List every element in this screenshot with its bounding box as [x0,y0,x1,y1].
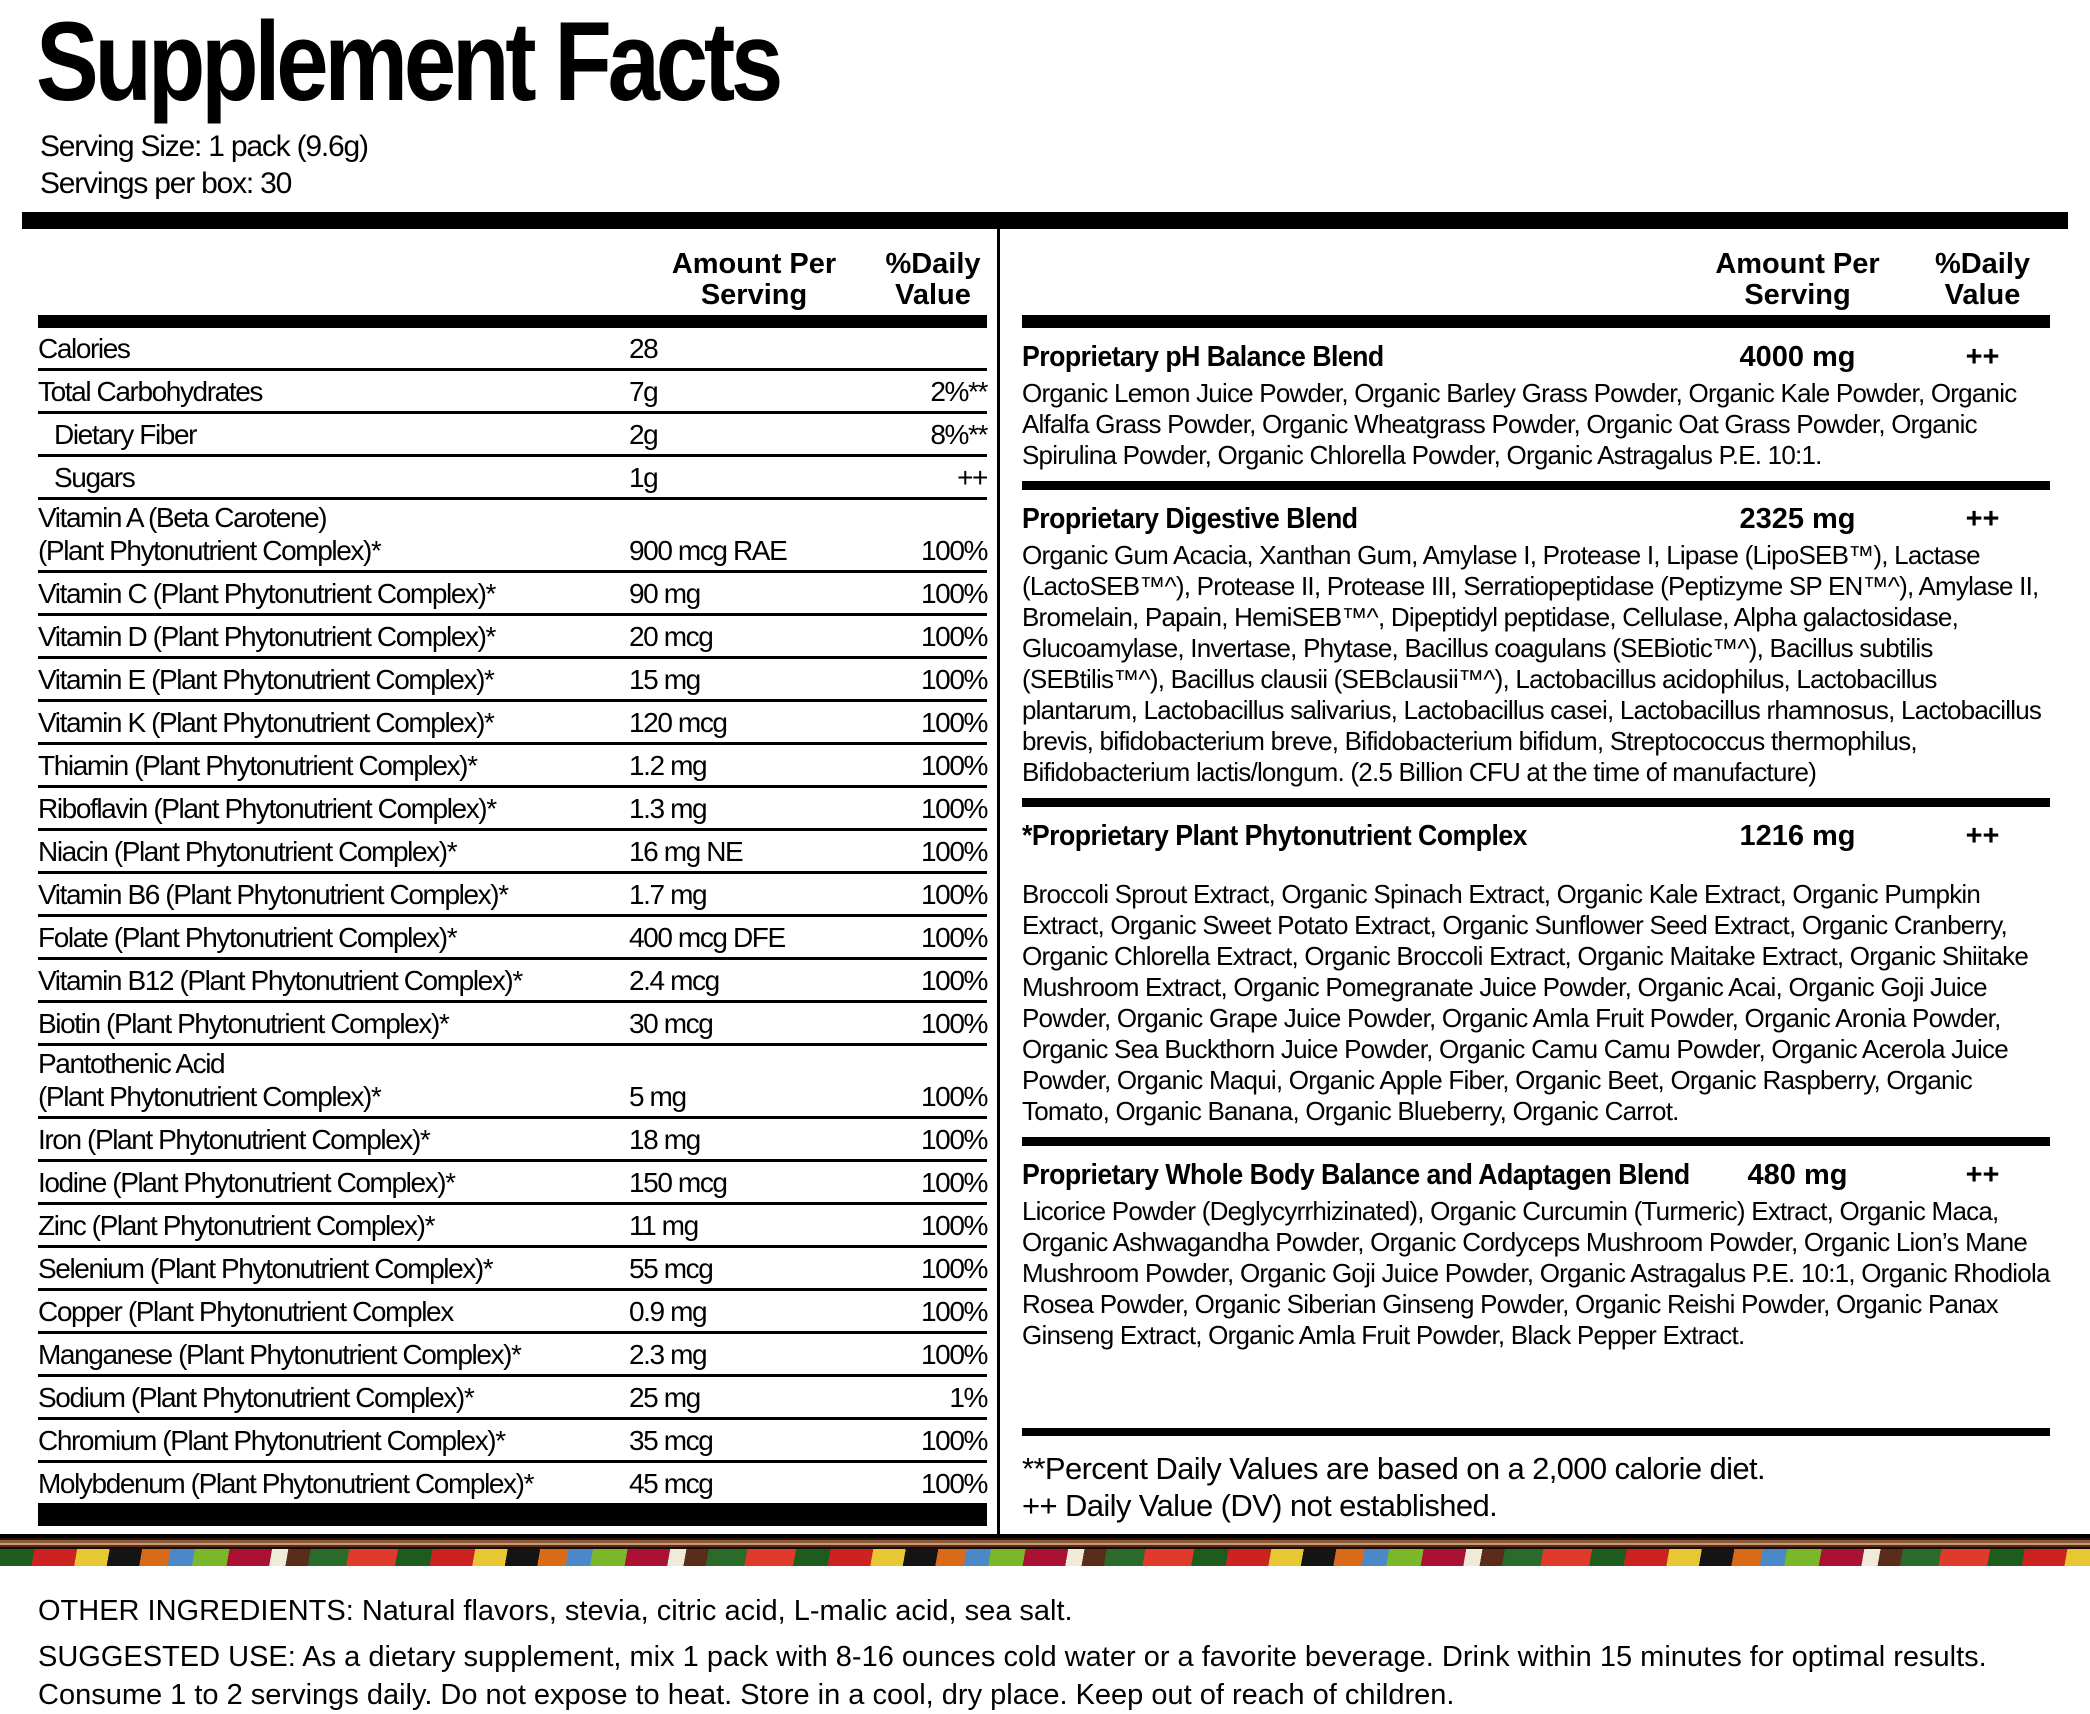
nutrient-amount: 1.2 mg [629,750,707,781]
nutrient-dv: 100% [920,793,987,824]
nutrient-amount: 400 mcg DFE [629,922,785,953]
nutrient-dv: 100% [920,621,987,652]
nutrient-name: Sodium (Plant Phytonutrient Complex)* [38,1382,474,1413]
nutrient-name: Vitamin A (Beta Carotene) (Plant Phytonutrient Complex)* [38,502,381,566]
nutrient-amount: 1g [629,462,658,493]
nutrient-name: Vitamin B6 (Plant Phytonutrient Complex)* [38,879,508,910]
nutrient-dv: 100% [920,707,987,738]
amount-per-serving-header: Amount Per Serving [671,248,837,311]
nutrient-amount: 1.3 mg [629,793,707,824]
nutrient-dv: 100% [920,1081,987,1112]
blend-dv: ++ [1965,1159,2000,1191]
blend-ingredients: Organic Gum Acacia, Xanthan Gum, Amylase I, Protease I, Lipase (LipoSEB™), Lactase (LactoSEB™^), Protease II, Protease III, Serratiopeptidase (Peptizyme SP EN™^), Amylase II, Bromelain, Papain, HemiSEB™^, Dipeptidyl peptidase, Cellulase, Alpha galactosidase, Glucoamylase, Invertase, Phytase, Bacillus coagulans (SEBiotic™^), Bacillus subtilis (SEBtilis™^), Bacillus clausii (SEBclausii™^), Lactobacillus acidophilus, Lactobacillus plantarum, Lactobacillus salivarius, Lactobacillus casei, Lactobacillus rhamnosus, Lactobacillus brevis, bifidobacterium breve, Bifidobacterium bifidum, Streptococcus thermophilus, Bifidobacterium lactis/longum. (2.5 Billion CFU at the time of manufacture) [1022,540,2042,787]
nutrient-row-thiamin [38,742,987,785]
nutrient-dv: 100% [920,1339,987,1370]
nutrient-row-sugars [38,454,987,497]
nutrient-name: Vitamin E (Plant Phytonutrient Complex)* [38,664,494,695]
nutrient-name: Riboflavin (Plant Phytonutrient Complex)* [38,793,496,824]
daily-value-header: %Daily Value [885,248,981,311]
nutrient-name: Biotin (Plant Phytonutrient Complex)* [38,1008,449,1039]
nutrient-dv: 100% [920,879,987,910]
nutrient-dv: 100% [920,922,987,953]
nutrient-dv: 100% [920,1167,987,1198]
facts-panels [22,229,2068,1534]
nutrient-row-selenium [38,1245,987,1288]
suggested-use: SUGGESTED USE: As a dietary supplement, mix 1 pack with 8-16 ounces cold water or a favorite beverage. Drink within 15 minutes for optimal results. Consume 1 to 2 servings daily. Do not expose to heat. Store in a cool, dry place. Keep out of reach of children. [38,1641,1987,1711]
nutrient-dv: 100% [920,1008,987,1039]
blend-header [1022,332,2050,376]
fruit-vegetable-collage-strip [0,1549,2090,1566]
blend-amount: 1216 mg [1739,820,1856,852]
blend-dv: ++ [1965,503,2000,535]
nutrient-dv: 100% [920,1296,987,1327]
blend-dv: ++ [1965,820,2000,852]
nutrient-amount: 16 mg NE [629,836,743,867]
nutrient-row-vitamin-d [38,613,987,656]
amount-per-serving-header: Amount Per Serving [1715,248,1880,311]
blend-digestive [1022,481,2050,798]
left-bottom-rule [38,1503,987,1526]
nutrient-amount: 5 mg [629,1081,686,1112]
other-ingredients: OTHER INGREDIENTS: Natural flavors, stevia, citric acid, L-malic acid, sea salt. [38,1595,1073,1627]
nutrient-amount: 55 mcg [629,1253,713,1284]
nutrient-name: Molybdenum (Plant Phytonutrient Complex)* [38,1468,534,1499]
nutrient-amount: 20 mcg [629,621,713,652]
serving-size: Serving Size: 1 pack (9.6g) [40,130,368,163]
nutrient-dv: 100% [920,664,987,695]
nutrient-row-biotin [38,1000,987,1043]
nutrient-row-folate [38,914,987,957]
spacer [38,249,629,311]
nutrient-row-zinc [38,1202,987,1245]
blend-dv: ++ [1965,341,2000,373]
nutrient-dv: 1% [949,1382,987,1413]
nutrient-name: Folate (Plant Phytonutrient Complex)* [38,922,457,953]
nutrient-amount: 15 mg [629,664,700,695]
nutrient-dv: 100% [920,965,987,996]
nutrient-amount: 2g [629,419,658,450]
nutrient-name: Total Carbohydrates [38,376,262,407]
nutrient-row-iron [38,1116,987,1159]
nutrient-row-chromium [38,1417,987,1460]
nutrient-name: Vitamin C (Plant Phytonutrient Complex)* [38,578,496,609]
blend-header [1022,811,2050,855]
nutrient-name: Manganese (Plant Phytonutrient Complex)* [38,1339,521,1370]
nutrient-row-molybdenum [38,1460,987,1503]
nutrient-row-sodium [38,1374,987,1417]
servings-per-box: Servings per box: 30 [40,167,292,200]
nutrient-name: Vitamin K (Plant Phytonutrient Complex)* [38,707,494,738]
blend-title: Proprietary Whole Body Balance and Adaptagen Blend [1022,1159,1690,1191]
blend-amount: 4000 mg [1739,341,1856,373]
nutrients-panel [22,229,1000,1534]
page-title: Supplement Facts [36,0,780,124]
nutrient-amount: 90 mg [629,578,700,609]
nutrient-dv: 100% [920,1210,987,1241]
nutrient-row-niacin [38,828,987,871]
blend-ph-balance [1022,328,2050,481]
nutrient-dv: ++ [957,462,987,493]
nutrient-name: Zinc (Plant Phytonutrient Complex)* [38,1210,435,1241]
nutrient-amount: 150 mcg [629,1167,727,1198]
nutrient-amount: 30 mcg [629,1008,713,1039]
blends-panel [1000,229,2068,1534]
nutrient-name: Iron (Plant Phytonutrient Complex)* [38,1124,430,1155]
blend-plant-phytonutrient-complex [1022,798,2050,1137]
blend-ingredients: Licorice Powder (Deglycyrrhizinated), Organic Curcumin (Turmeric) Extract, Organic Maca, Organic Ashwagandha Powder, Organic Cordyceps Mushroom Powder, Organic Lion’s Mane Mushroom Powder, Organic Goji Juice Powder, Organic Astragalus P.E. 10:1, Organic Rhodiola Rosea Powder, Organic Siberian Ginseng Powder, Organic Reishi Powder, Organic Panax Ginseng Extract, Organic Amla Fruit Powder, Black Pepper Extract. [1022,1196,2050,1350]
nutrient-amount: 0.9 mg [629,1296,707,1327]
nutrient-dv: 100% [920,836,987,867]
nutrient-dv: 100% [920,535,987,566]
blend-whole-body-balance-adaptagen [1022,1137,2050,1361]
blend-title: Proprietary pH Balance Blend [1022,341,1384,373]
blend-amount: 480 mg [1747,1159,1848,1191]
nutrient-name: Thiamin (Plant Phytonutrient Complex)* [38,750,477,781]
nutrient-name: Copper (Plant Phytonutrient Complex [38,1296,453,1327]
blend-header [1022,494,2050,538]
nutrient-row-vitamin-k [38,699,987,742]
nutrient-name: Dietary Fiber [54,419,197,450]
nutrient-amount: 1.7 mg [629,879,707,910]
nutrient-amount: 11 mg [629,1210,698,1241]
bottom-text-block [38,1592,2048,1714]
nutrient-name: Niacin (Plant Phytonutrient Complex)* [38,836,457,867]
nutrient-name: Selenium (Plant Phytonutrient Complex)* [38,1253,493,1284]
nutrient-dv: 8%** [930,419,987,450]
nutrient-name: Pantothenic Acid (Plant Phytonutrient Complex)* [38,1048,381,1112]
nutrient-row-vitamin-a [38,497,987,570]
nutrient-row-total-carbohydrates [38,368,987,411]
nutrient-name: Sugars [54,462,135,493]
nutrient-name: Vitamin B12 (Plant Phytonutrient Complex)* [38,965,522,996]
nutrient-amount: 7g [629,376,658,407]
nutrient-row-copper [38,1288,987,1331]
nutrient-name: Iodine (Plant Phytonutrient Complex)* [38,1167,455,1198]
daily-value-header: %Daily Value [1934,248,2031,311]
nutrient-row-vitamin-c [38,570,987,613]
blend-title: *Proprietary Plant Phytonutrient Complex [1022,820,1527,852]
nutrient-row-iodine [38,1159,987,1202]
nutrient-amount: 18 mg [629,1124,700,1155]
nutrient-amount: 28 [629,333,658,364]
top-rule [22,212,2068,229]
blend-ingredients: Broccoli Sprout Extract, Organic Spinach Extract, Organic Kale Extract, Organic Pumpkin Extract, Organic Sweet Potato Extract, Organic Sunflower Seed Extract, Organic Cranberry, Organic Chlorella Extract, Organic Broccoli Extract, Organic Maitake Extract, Organic Shiitake Mushroom Extract, Organic Pomegranate Juice Powder, Organic Acai, Organic Goji Juice Powder, Organic Grape Juice Powder, Organic Amla Fruit Powder, Organic Aronia Powder, Organic Sea Buckthorn Juice Powder, Organic Camu Camu Powder, Organic Acerola Juice Powder, Organic Maqui, Organic Apple Fiber, Organic Beet, Organic Raspberry, Organic Tomato, Organic Banana, Organic Blueberry, Organic Carrot. [1022,879,2029,1126]
nutrient-dv: 100% [920,750,987,781]
blend-ingredients: Organic Lemon Juice Powder, Organic Barley Grass Powder, Organic Kale Powder, Organic Alfalfa Grass Powder, Organic Wheatgrass Powder, Organic Oat Grass Powder, Organic Spirulina Powder, Organic Chlorella Powder, Organic Astragalus P.E. 10:1. [1022,378,2017,470]
nutrient-amount: 25 mg [629,1382,700,1413]
blend-amount: 2325 mg [1739,503,1856,535]
blend-title: Proprietary Digestive Blend [1022,503,1358,535]
nutrient-name: Vitamin D (Plant Phytonutrient Complex)* [38,621,496,652]
nutrient-row-calories [38,328,987,368]
nutrient-amount: 45 mcg [629,1468,713,1499]
blend-header [1022,1150,2050,1194]
nutrient-amount: 120 mcg [629,707,727,738]
nutrient-row-pantothenic-acid [38,1043,987,1116]
nutrient-dv: 100% [920,1124,987,1155]
nutrient-dv: 100% [920,578,987,609]
nutrient-name: Calories [38,333,130,364]
nutrient-row-dietary-fiber [38,411,987,454]
nutrient-row-riboflavin [38,785,987,828]
footnote-percent-dv: **Percent Daily Values are based on a 2,000 calorie diet. [1022,1451,1766,1486]
nutrient-dv: 2%** [930,376,987,407]
brown-border-band [0,1534,2090,1549]
nutrient-dv: 100% [920,1253,987,1284]
nutrient-dv: 100% [920,1425,987,1456]
nutrient-name: Chromium (Plant Phytonutrient Complex)* [38,1425,505,1456]
left-column-header [38,229,987,328]
nutrient-dv: 100% [920,1468,987,1499]
footnotes [1022,1428,2050,1534]
nutrient-amount: 900 mcg RAE [629,535,787,566]
nutrient-row-vitamin-b6 [38,871,987,914]
right-column-header [1022,229,2050,328]
nutrient-amount: 2.4 mcg [629,965,719,996]
nutrient-amount: 35 mcg [629,1425,713,1456]
nutrient-row-vitamin-e [38,656,987,699]
nutrient-row-manganese [38,1331,987,1374]
spacer [1022,249,1680,311]
nutrient-amount: 2.3 mg [629,1339,707,1370]
footnote-dv-not-established: ++ Daily Value (DV) not established. [1022,1488,1498,1523]
nutrient-row-vitamin-b12 [38,957,987,1000]
